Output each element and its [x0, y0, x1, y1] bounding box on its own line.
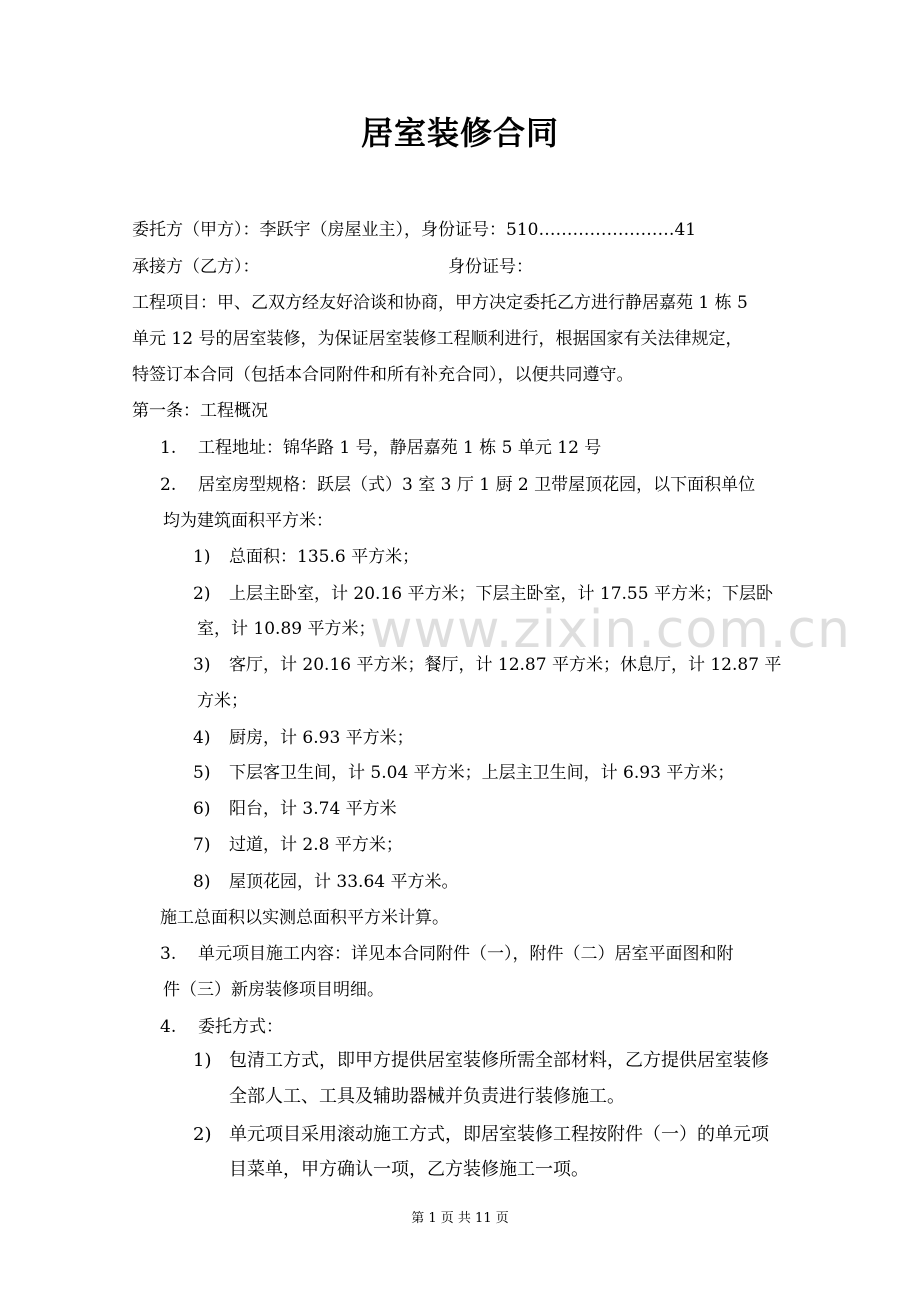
sub-list-item	[193, 727, 414, 749]
list-item	[160, 474, 755, 496]
paragraph-line: 特签订本合同（包括本合同附件和所有补充合同），以便共同遵守。	[132, 365, 634, 385]
sub-list-item	[193, 834, 403, 856]
sub-list-number: 6)	[193, 799, 211, 819]
list-item-continuation: 均为建筑面积平方米：	[163, 511, 333, 531]
sub-list-item	[193, 1050, 769, 1072]
sub-list-number: 3)	[193, 655, 211, 675]
sub-list-text: 下层客卫生间，计 5.04 平方米；上层主卫生间，计 6.93 平方米；	[229, 763, 735, 783]
sub-list-item	[193, 798, 397, 820]
sub-list-number: 2)	[193, 584, 211, 604]
sub-list-continuation: 目菜单，甲方确认一项，乙方装修施工一项。	[229, 1159, 589, 1180]
list-item-continuation: 件（三）新房装修项目明细。	[163, 980, 384, 1000]
list-text: 单元项目施工内容：详见本合同附件（一），附件（二）居室平面图和附	[198, 944, 734, 964]
paragraph-line: 工程项目：甲、乙双方经友好洽谈和协商，甲方决定委托乙方进行静居嘉苑 1 栋 5	[132, 293, 748, 313]
list-item	[160, 943, 734, 965]
list-item	[160, 437, 601, 459]
list-text: 委托方式：	[198, 1017, 283, 1037]
sub-list-continuation: 室，计 10.89 平方米；	[197, 619, 376, 639]
sub-list-number: 4)	[193, 728, 211, 748]
document-title: 居室装修合同	[360, 114, 559, 152]
list-item	[160, 1016, 283, 1038]
sub-list-item	[193, 762, 734, 784]
list-number: 2.	[160, 475, 177, 495]
sub-list-text: 阳台，计 3.74 平方米	[229, 799, 397, 819]
paragraph-line: 单元 12 号的居室装修，为保证居室装修工程顺利进行，根据国家有关法律规定，	[132, 329, 743, 349]
page-footer: 第 1 页 共 11 页	[411, 1211, 509, 1226]
list-text: 工程地址：锦华路 1 号，静居嘉苑 1 栋 5 单元 12 号	[198, 438, 602, 458]
sub-list-number: 1)	[193, 547, 211, 567]
sub-list-continuation: 全部人工、工具及辅助器械并负责进行装修施工。	[229, 1086, 625, 1107]
sub-list-number: 5)	[193, 763, 211, 783]
sub-list-text: 厨房，计 6.93 平方米；	[229, 728, 414, 748]
sub-list-text: 屋顶花园，计 33.64 平方米。	[229, 872, 459, 892]
sub-list-text: 单元项目采用滚动施工方式，即居室装修工程按附件（一）的单元项	[229, 1124, 769, 1145]
sub-list-number: 1)	[193, 1050, 212, 1071]
sub-list-continuation: 方米；	[197, 691, 248, 711]
sub-list-number: 7)	[193, 835, 211, 855]
watermark: www.zixin.com.cn	[370, 600, 851, 660]
sub-list-number: 2)	[193, 1124, 212, 1145]
list-number: 1.	[160, 438, 177, 458]
list-text: 居室房型规格：跃层（式）3 室 3 厅 1 厨 2 卫带屋顶花园，以下面积单位	[198, 475, 756, 495]
party-b-label: 承接方（乙方）：	[132, 257, 260, 277]
sub-list-item	[193, 871, 458, 893]
sub-list-text: 客厅，计 20.16 平方米；餐厅，计 12.87 平方米；休息厅，计 12.87 平	[229, 655, 782, 675]
sub-list-text: 过道，计 2.8 平方米；	[229, 835, 403, 855]
list-number: 4.	[160, 1017, 177, 1037]
party-b-id-label: 身份证号：	[448, 257, 533, 277]
sub-list-item	[193, 546, 419, 568]
sub-list-text: 包清工方式，即甲方提供居室装修所需全部材料，乙方提供居室装修	[229, 1050, 769, 1071]
sub-list-number: 8)	[193, 872, 211, 892]
paragraph-line: 施工总面积以实测总面积平方米计算。	[160, 908, 449, 928]
section-heading: 第一条：工程概况	[132, 401, 268, 421]
party-a-line: 委托方（甲方）：李跃宇（房屋业主），身份证号：510……………………41	[132, 220, 697, 240]
sub-list-text: 总面积：135.6 平方米；	[229, 547, 420, 567]
list-number: 3.	[160, 944, 177, 964]
sub-list-item	[193, 1124, 769, 1146]
sub-list-text: 上层主卧室，计 20.16 平方米；下层主卧室，计 17.55 平方米；下层卧	[229, 584, 773, 604]
